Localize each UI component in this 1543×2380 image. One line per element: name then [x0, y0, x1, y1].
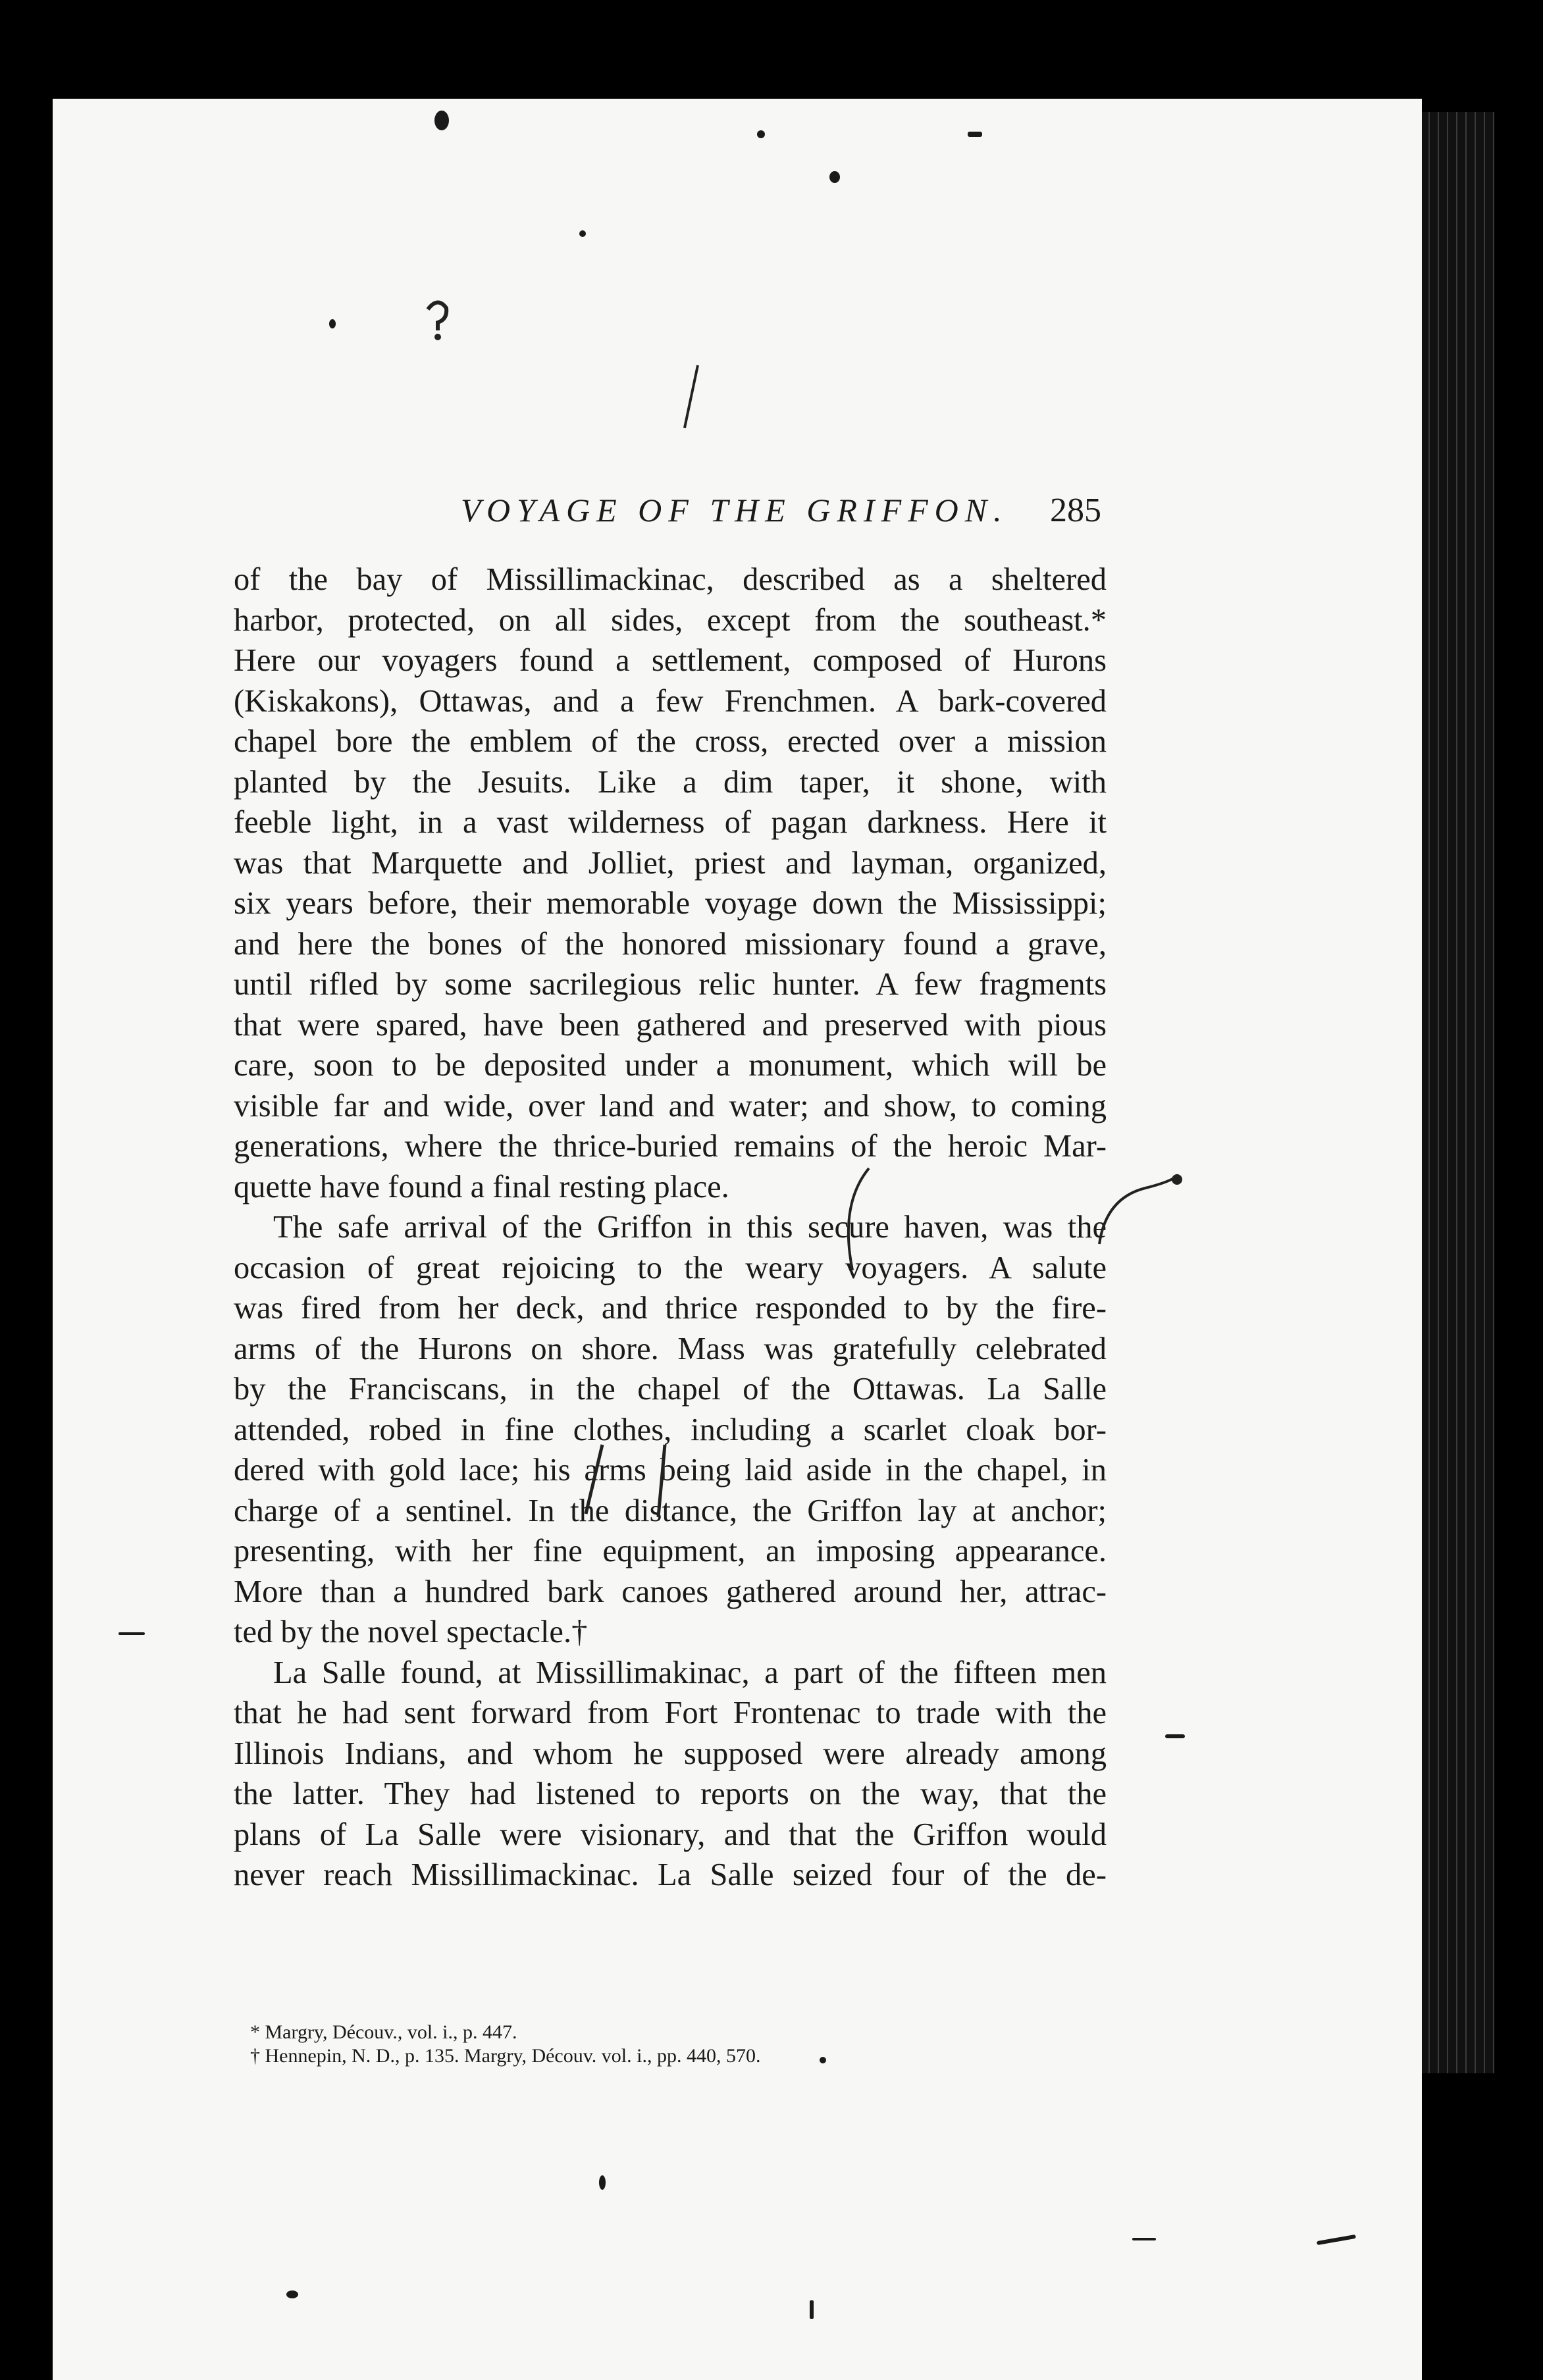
- pencil-bracket-icon: [823, 1165, 882, 1277]
- text-line: More than a hundred bark canoes gathered around her, attrac-: [234, 1574, 1107, 1609]
- text-line: was that Marquette and Jolliet, priest and layman, organized,: [234, 845, 1107, 881]
- pencil-mark-icon: [671, 362, 711, 434]
- scan-speck: [820, 2057, 826, 2063]
- text-line: that were spared, have been gathered and preserved with pious: [234, 1007, 1107, 1043]
- text-line: The safe arrival of the Griffon in this secure haven, was the: [273, 1210, 1107, 1245]
- text-line: planted by the Jesuits. Like a dim taper, it shone, with: [234, 764, 1107, 800]
- text-line: of the bay of Missillimackinac, described as a sheltered: [234, 562, 1107, 597]
- footnotes: [250, 2021, 935, 2068]
- book-page-edges: [1415, 112, 1494, 2073]
- scan-speck: [579, 230, 586, 237]
- text-line: (Kiskakons), Ottawas, and a few Frenchmen. A bark-covered: [234, 683, 1107, 719]
- scan-speck: [810, 2300, 814, 2319]
- pencil-slash-icon: [560, 1441, 612, 1520]
- scan-speck: [968, 132, 982, 137]
- footnote: † Hennepin, N. D., p. 135. Margry, Découv. vol. i., pp. 440, 570.: [250, 2045, 761, 2067]
- text-line: presenting, with her fine equipment, an imposing appearance.: [234, 1534, 1107, 1568]
- footnote: * Margry, Découv., vol. i., p. 447.: [250, 2021, 517, 2043]
- question-mark-icon: [421, 296, 454, 342]
- text-line: ted by the novel spectacle.†: [234, 1615, 588, 1649]
- margin-squiggle-icon: [1093, 1172, 1211, 1251]
- text-line: Illinois Indians, and whom he supposed were already among: [234, 1736, 1107, 1771]
- scan-speck: [286, 2290, 298, 2298]
- body-text: [234, 559, 1107, 1896]
- text-line: and here the bones of the honored missionary found a grave,: [234, 926, 1107, 962]
- scan-speck: [329, 319, 336, 328]
- scan-speck: [1165, 1734, 1185, 1738]
- text-line: chapel bore the emblem of the cross, erected over a mission: [234, 724, 1107, 759]
- book-page: [53, 99, 1422, 2380]
- scan-speck: [757, 130, 765, 138]
- page-number: 285: [1050, 492, 1101, 529]
- text-line: dered with gold lace; his arms being laid aside in the chapel, in: [234, 1453, 1107, 1488]
- text-line: six years before, their memorable voyage down the Mississippi;: [234, 886, 1107, 921]
- text-line: occasion of great rejoicing to the weary voyagers. A salute: [234, 1250, 1107, 1285]
- text-line: harbor, protected, on all sides, except from the southeast.*: [234, 602, 1107, 638]
- text-line: visible far and wide, over land and water; and show, to coming: [234, 1088, 1107, 1124]
- text-line: never reach Missillimackinac. La Salle seized four of the de-: [234, 1857, 1107, 1892]
- scan-speck: [829, 171, 840, 183]
- text-line: Here our voyagers found a settlement, composed of Hurons: [234, 643, 1107, 678]
- scan-speck: [599, 2175, 606, 2190]
- text-line: feeble light, in a vast wilderness of pagan darkness. Here it: [234, 805, 1107, 840]
- scan-speck: [1132, 2238, 1156, 2240]
- text-line: care, soon to be deposited under a monument, which will be: [234, 1048, 1107, 1083]
- scan-speck: [434, 111, 449, 130]
- scan-speck: [118, 1632, 145, 1635]
- text-line: arms of the Hurons on shore. Mass was gratefully celebrated: [234, 1331, 1107, 1366]
- text-line: plans of La Salle were visionary, and that the Griffon would: [234, 1817, 1107, 1852]
- text-line: La Salle found, at Missillimakinac, a part of the fifteen men: [273, 1655, 1107, 1690]
- text-line: quette have found a final resting place.: [234, 1169, 729, 1204]
- scan-speck: [1317, 2235, 1356, 2245]
- text-line: the latter. They had listened to reports on the way, that the: [234, 1776, 1107, 1811]
- text-line: attended, robed in fine clothes, including a scarlet cloak bor-: [234, 1412, 1107, 1447]
- text-line: charge of a sentinel. In the distance, the Griffon lay at anchor;: [234, 1493, 1107, 1528]
- text-line: until rifled by some sacrilegious relic hunter. A few fragments: [234, 967, 1107, 1002]
- text-line: generations, where the thrice-buried remains of the heroic Mar-: [234, 1129, 1107, 1164]
- text-line: by the Franciscans, in the chapel of the Ottawas. La Salle: [234, 1372, 1107, 1407]
- text-line: was fired from her deck, and thrice responded to by the fire-: [234, 1291, 1107, 1326]
- pencil-slash-icon: [645, 1441, 685, 1520]
- running-head: VOYAGE OF THE GRIFFON.: [461, 492, 1008, 529]
- text-line: that he had sent forward from Fort Frontenac to trade with the: [234, 1695, 1107, 1730]
